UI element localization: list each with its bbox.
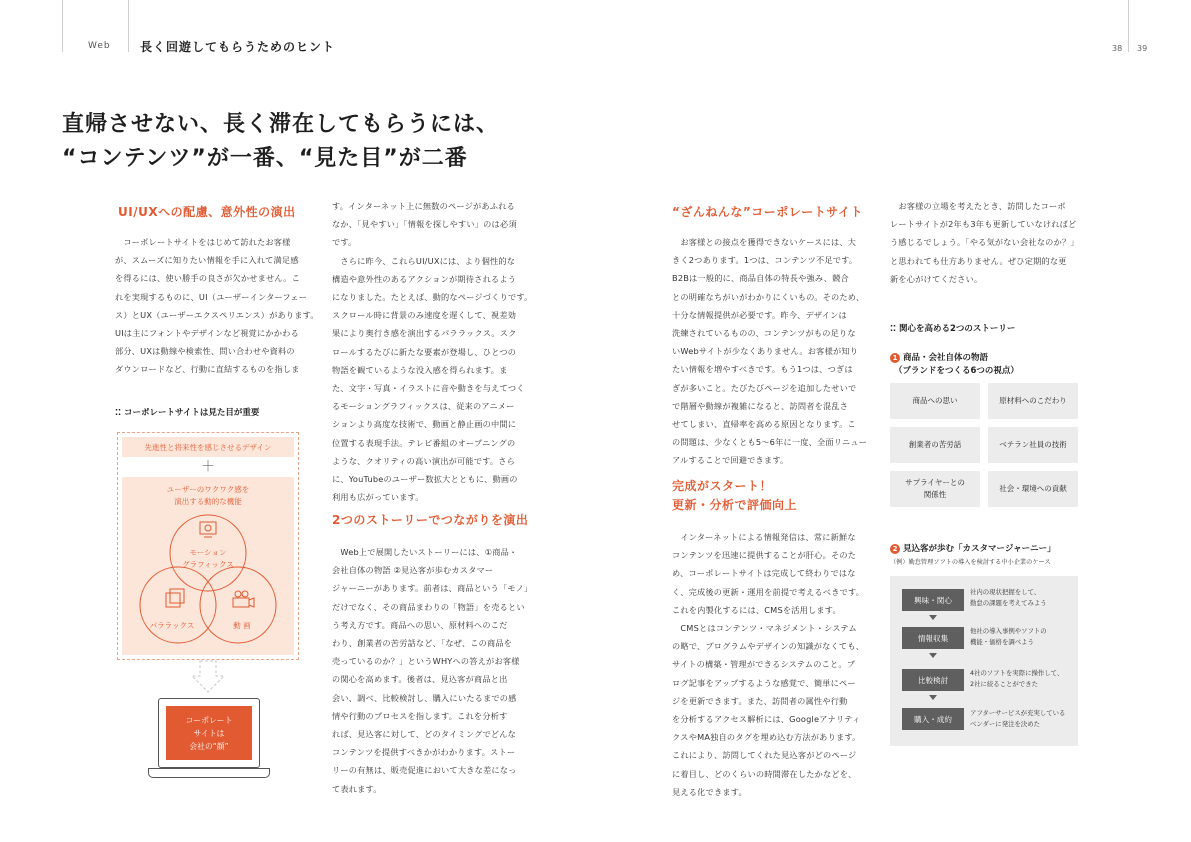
body-line: に着目し、どのくらいの時間滞在したかなどを、 [672,768,857,779]
body-line: ジャーニーがあります。前者は、商品という「モノ」 [332,583,533,594]
story2-note: （例）勤怠管理ソフトの導入を検討する中小企業のケース [890,559,1051,566]
venn-circle-video [200,567,276,643]
body-line: コンテンツを迅速に提供することが肝心。そのた [672,550,857,561]
diagram-top-box: 先進性と将来性を感じさせるデザイン [122,437,294,457]
body-line: UIは主にフォントやデザインなど視覚にかかわる [115,328,299,339]
col2-body-1 [332,197,532,506]
plus-icon: ＋ [201,459,215,475]
body-line: 洗練されているものの、コンテンツがもの足りな [672,328,856,339]
venn-circle-parallax [140,567,216,643]
laptop-base [148,768,270,778]
body-line: 見える化できます。 [672,786,747,797]
body-line: の問題は、少なくとも5～6年に一度、全面リニュー [672,437,868,448]
body-line: ションより高度な技術で、動画と静止画の中間に [332,419,517,430]
body-line: スクロール時に背景のみ速度を遅くして、視差効 [332,310,517,321]
body-line: に、YouTubeのユーザー数拡大とともに、動画の [332,474,518,485]
body-line: の関心を高めます。後者は、見込客が商品と出 [332,674,508,685]
col4-subhead [890,322,1015,334]
story1-title [890,351,988,363]
dots-icon: ⁚⁚ [890,324,897,333]
main-title: 直帰させない、長く滞在してもらうには、 “コンテンツ”が一番、“見た目”が二番 [62,112,500,171]
col3-heading-2a: 完成がスタート！ [672,479,773,493]
body-line: これにより、訪問してくれた見込客がどのページ [672,750,857,761]
body-line: お客様の立場を考えたとき、訪問したコーポ [890,201,1066,211]
body-line: す。インターネット上に無数のページがあふれる [332,201,515,211]
body-line: Web上で展開したいストーリーには、①商品・ [332,547,518,557]
triangle-down-icon [929,615,937,620]
journey-stage-1: 興味・関心 [902,589,964,611]
body-line: 構造や意外性のあるアクションが期待されるよう [332,273,517,284]
body-line: 会社自体の物語 ②見込客が歩むカスタマー [332,565,494,576]
col3-heading-1: “ざんねんな”コーポレートサイト [672,205,863,219]
body-line: リーの有無は、販売促進において大きな差になっ [332,765,517,776]
body-line: これを内製化するには、CMSを活用します。 [672,604,841,615]
story1-box-2: 原材料へのこだわり [988,383,1078,419]
body-line: だけでなく、その商品まわりの「物語」を売るとい [332,601,525,612]
journey-desc-3: 4社のソフトを実際に操作して、 2社に絞ることができた [970,669,1064,688]
body-line: CMSとはコンテンツ・マネジメント・システム [672,623,857,634]
number-badge-1: 1 [890,353,900,363]
body-line: て表れます。 [332,783,382,794]
body-line: コンテンツを提供すべきかがわかります。ストー [332,747,516,758]
body-line: ジを更新できます。また、訪問者の属性や行動 [672,695,848,706]
body-line: を分析するアクセス解析には、Googleアナリティ [672,714,861,725]
body-line: 会い、調べ、比較検討し、購入にいたるまでの感 [332,692,517,703]
story1-box-1: 商品への思い [890,383,980,419]
journey-desc-4: アフターサービスが充実している ベンダーに発注を決めた [970,709,1066,728]
col2-body-2 [332,543,532,798]
body-line: ス）とUX（ユーザーエクスペリエンス）があります。 [115,309,319,320]
body-line: お客様との接点を獲得できないケースには、大 [672,237,857,247]
cube-icon [166,589,184,607]
body-line: アルすることで回避できます。 [672,455,789,466]
body-line: との明確なちがいがわかりにくいもの。そのため、 [672,291,865,302]
body-line: 十分な情報提供が必要です。昨今、デザインは [672,309,847,320]
header-rule-right [1128,0,1129,52]
col1-subhead [115,406,259,418]
story1-subtitle: （ブランドをつくる6つの視点） [894,366,1019,376]
story2-title [890,542,1056,554]
body-line: の略で、プログラムやデザインの知識がなくても、 [672,641,865,652]
body-line: れば、見込客に対して、どのタイミングでどんな [332,729,517,740]
journey-stage-4: 購入・成約 [902,708,964,730]
header-rule-mid [128,0,129,52]
body-line: ぎが多いこと。たびたびページを追加したせいで [672,382,857,393]
body-line: なか、「見やすい」「情報を探しやすい」のは必須 [332,219,517,230]
number-badge-2: 2 [890,544,900,554]
journey-stage-2: 情報収集 [902,627,964,649]
story1-box-4: ベテラン社員の技術 [988,427,1078,463]
body-line: せてしまい、直帰率を高める原因となります。こ [672,419,856,430]
col2-heading: 2つのストーリーでつながりを演出 [332,513,529,527]
body-line: れを実現するものに、UI（ユーザーインターフェー [115,291,308,302]
body-line: わり、創業者の苦労話など、「なぜ、この商品を [332,638,513,649]
body-line: ロールするたびに新たな要素が登場し、ひとつの [332,346,517,357]
body-line: と思われても仕方ありません。ぜひ定期的な更 [890,255,1067,266]
body-line: 売っているのか？」というWHYへの答えがお客様 [332,656,520,667]
diagram-feature-label: ユーザーのワクワク感を 演出する動的な機能 [166,485,250,506]
body-line: 情や行動のプロセスを指します。これを分析す [332,710,508,721]
story1-box-3: 創業者の苦労話 [890,427,980,463]
body-line: を得るには、使い勝手の良さが欠かせません。こ [115,273,301,284]
col1-body [115,233,319,379]
page-number-right: 39 [1137,44,1148,53]
triangle-down-icon [929,695,937,700]
body-line: う考え方です。商品への思い、原材料へのこだ [332,619,508,630]
body-line: が、スムーズに知りたい情報を手に入れて満足感 [115,255,299,266]
body-line: で階層や動線が複雑になると、訪問者を混乱さ [672,400,849,411]
body-line: きく2つあります。1つは、コンテンツ不足です。 [672,255,858,266]
col3-body-1 [672,233,868,470]
journey-stage-3: 比較検討 [902,669,964,691]
header-rule-left [62,0,63,52]
story1-title-text: 商品・会社自体の物語 [903,353,989,363]
body-line: になりました。たとえば、動的なページづくりです。 [332,292,533,303]
body-line: です。 [332,237,357,248]
col4-subhead-text: 関心を高める2つのストーリー [898,324,1016,334]
page-number-left: 38 [1112,44,1123,53]
body-line: さらに昨今、これらUI/UXには、より個性的な [332,255,516,266]
body-line: ような、クオリティの高い演出が可能です。さら [332,455,516,466]
body-line: く、完成後の更新・運用を前提で考えるべきです。 [672,586,865,597]
body-line: いWebサイトが少なくありません。お客様が知り [672,346,859,357]
body-line: ダウンロードなど、行動に直結するものを指しま [115,364,300,375]
body-line: るモーショングラフィックスは、従来のアニメー [332,401,515,412]
body-line: サイトの構築・管理ができるシステムのこと。ブ [672,659,856,670]
triangle-down-icon [929,653,937,658]
body-line: 新を心がけてください。 [890,273,983,284]
body-line: インターネットによる情報発信は、常に新鮮な [672,532,856,542]
story2-title-text: 見込客が歩む「カスタマージャーニー」 [903,544,1056,554]
down-arrow-icon [190,660,226,694]
dots-icon: ⁚⁚ [115,408,122,417]
journey-desc-2: 他社の導入事例やソフトの 機能・価格を調べよう [970,627,1047,646]
label-motion-graphics: モーション グラフィックス [182,548,234,569]
body-line: たい情報を増やすべきです。もう1つは、つぎは [672,364,853,375]
laptop-text: コーポレート サイトは 会社の“顔” [166,706,252,760]
label-parallax: パララックス [149,621,195,630]
body-line: コーポレートサイトをはじめて訪れたお客様 [115,237,291,247]
col3-heading-2b: 更新・分析で評価向上 [672,498,798,512]
video-camera-icon [233,591,254,607]
body-line: B2Bは一般的に、商品自体の特長や強み、競合 [672,273,849,284]
body-line: 部分、UXは動線や検索性、問い合わせや資料の [115,346,295,357]
story1-box-6: 社会・環境への貢献 [988,471,1078,507]
body-line: レートサイトが2年も3年も更新していなければど [890,219,1077,230]
col3-body-2 [672,528,868,801]
monitor-icon [200,522,216,537]
body-line: め、コーポレートサイトは完成して終わりではな [672,568,856,579]
body-line: ログ記事をアップするような感覚で、簡単にペー [672,677,856,688]
label-video: 動 画 [233,621,251,630]
body-line: クスやMA独自のタグを埋め込む方法があります。 [672,732,861,743]
col1-subhead-text: コーポレートサイトは見た目が重要 [123,408,260,418]
body-line: 利用も広がっています。 [332,492,424,503]
journey-desc-1: 社内の現状把握をして、 勤怠の課題を考えてみよう [970,588,1047,607]
body-line: 物語を観ているような没入感を得られます。ま [332,364,508,375]
col4-body [890,197,1090,288]
story1-box-5: サプライヤーとの 関係性 [890,471,980,507]
body-line: た、文字・写真・イラストに音や動きを与えてつく [332,383,525,394]
body-line: う感じるでしょう。「やる気がない会社なのか？」 [890,237,1079,248]
header-section-label: Web [88,41,111,51]
header-title: 長く回遊してもらうためのヒント [140,40,336,54]
col1-heading: UI/UXへの配慮、意外性の演出 [118,205,296,219]
body-line: 果により奥行き感を演出するパララックス。スク [332,328,517,339]
body-line: 位置する表現手法。テレビ番組のオープニングの [332,437,516,448]
